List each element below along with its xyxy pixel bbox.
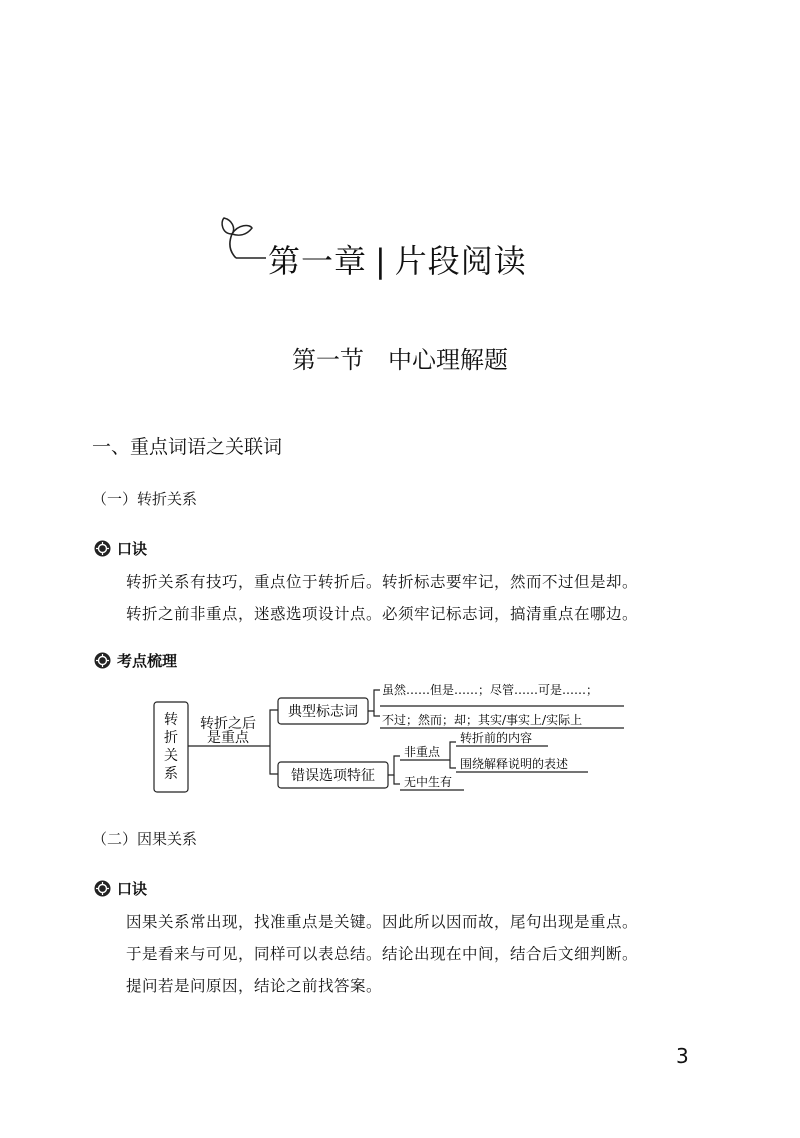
root-char: 关	[164, 748, 178, 764]
markers-label: 典型标志词	[288, 704, 358, 720]
root-char: 系	[164, 766, 178, 782]
subheading-causal: （二）因果关系	[92, 830, 198, 848]
chapter-name: 片段阅读	[394, 242, 527, 280]
root-char: 转	[164, 712, 178, 728]
markers-bracket-top	[368, 690, 380, 711]
badge-icon	[94, 540, 111, 557]
section-number: 第一节	[292, 346, 364, 374]
subheading-contrast: （一）转折关系	[92, 490, 198, 508]
mnemonic-label-2	[94, 878, 147, 899]
mnemonic-line: 因果关系常出现，找准重点是关键。因此所以因而故，尾句出现是重点。	[126, 913, 639, 931]
mnemonic-line: 转折之前非重点，迷惑选项设计点。必须牢记标志词，搞清重点在哪边。	[126, 605, 639, 623]
concept-diagram	[150, 672, 640, 802]
review-label-text: 考点梳理	[117, 652, 178, 670]
heading-keywords: 一、重点词语之关联词	[92, 436, 283, 458]
badge-icon	[94, 652, 111, 669]
mnemonic-label-1	[94, 538, 147, 559]
page-number: 3	[676, 1044, 689, 1068]
markers-bracket-bottom	[374, 711, 380, 716]
wrong-label: 错误选项特征	[291, 768, 375, 784]
markers-line-2: 不过；然而；却；其实/事实上/实际上	[382, 713, 583, 727]
wrong-lower-connector	[394, 775, 400, 784]
section-title	[0, 340, 800, 375]
focus-text-1: 转折之后	[200, 716, 256, 732]
wrong-upper-connector	[388, 756, 400, 775]
nonfocus-label: 非重点	[404, 745, 441, 759]
root-char: 折	[164, 730, 178, 746]
chapter-number: 第一章	[268, 242, 368, 280]
section-name: 中心理解题	[388, 346, 508, 374]
branch-lower-connector	[270, 746, 278, 774]
badge-icon	[94, 880, 111, 897]
mnemonic-label-text: 口诀	[117, 540, 148, 558]
mnemonic-line: 提问若是问原因，结论之前找答案。	[126, 977, 383, 995]
focus-text-2: 是重点	[207, 730, 249, 746]
sprout-icon	[218, 212, 268, 262]
review-label	[94, 650, 177, 671]
nf-lower-connector	[450, 760, 456, 768]
chapter-title	[268, 236, 527, 282]
markers-line-1: 虽然……但是……；尽管……可是……；	[382, 683, 599, 697]
nonfocus-item-2: 围绕解释说明的表述	[460, 757, 569, 771]
branch-upper-connector	[270, 710, 278, 746]
chapter-separator: |	[375, 242, 387, 280]
mnemonic-line: 于是看来与可见，同样可以表总结。结论出现在中间，结合后文细判断。	[126, 945, 639, 963]
mnemonic-line: 转折关系有技巧，重点位于转折后。转折标志要牢记，然而不过但是却。	[126, 573, 639, 591]
nf-upper-connector	[446, 742, 456, 760]
mnemonic-label-text: 口诀	[117, 880, 148, 898]
fabricate-label: 无中生有	[404, 775, 453, 789]
nonfocus-item-1: 转折前的内容	[460, 731, 533, 745]
